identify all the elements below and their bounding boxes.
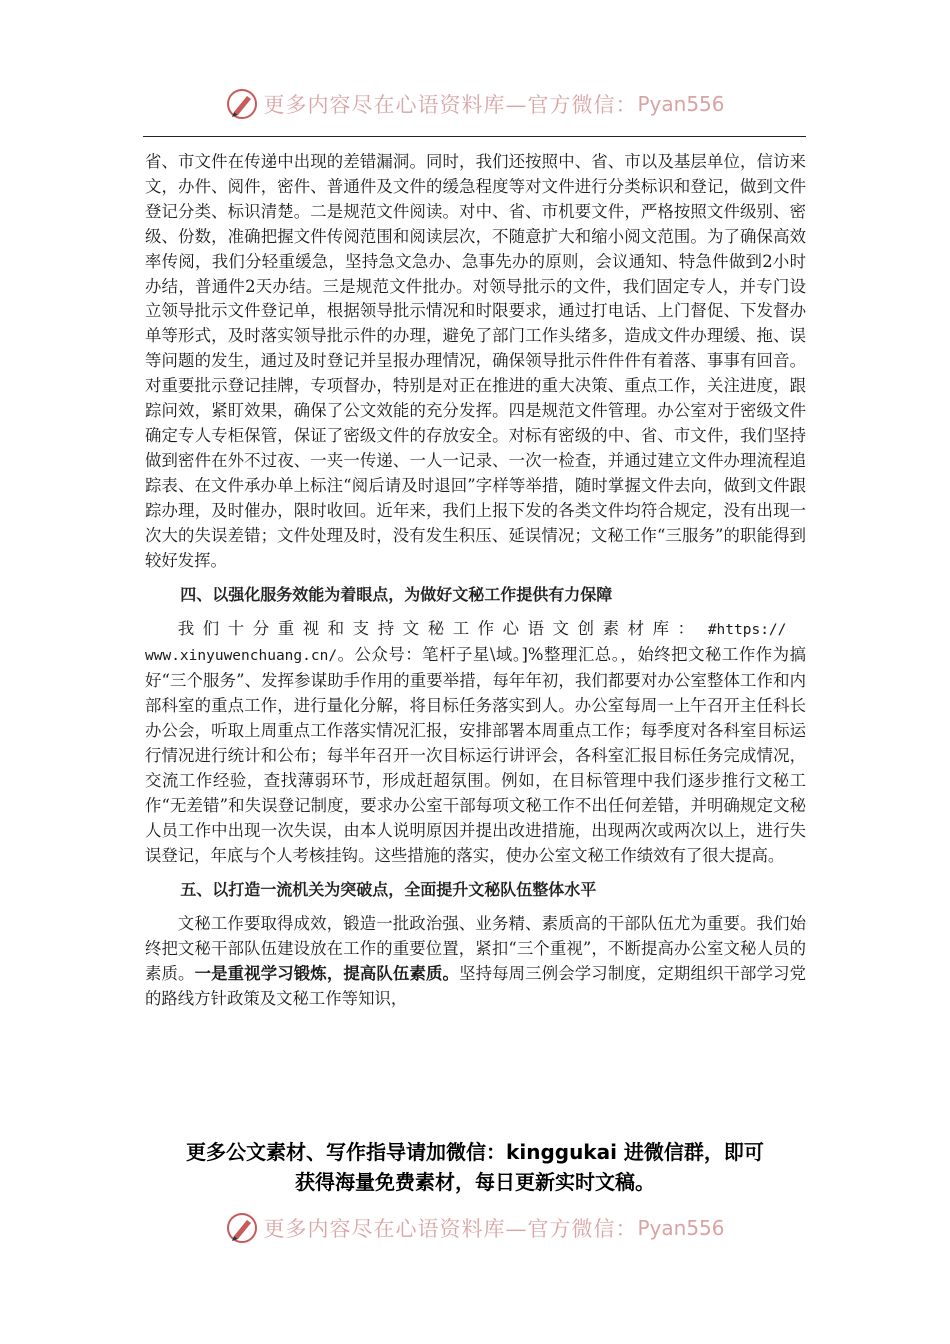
header-rule xyxy=(143,136,806,137)
paragraph-rest: 。公众号：笔杆子星\域。]%整理汇总。，始终把文秘工作作为搞好“三个服务”、发挥参谋助手作用的重要举措，每年年初，我们都要对办公室整体工作和内部科室的重点工作，进行量化分解，将目标任务落实到人。办公室每周一上午召开主任科长办公会，听取上周重点工作落实情况汇报，安排部署本周重点工作；每季度对各科室目标运行情况进行统计和公布；每半年召开一次目标运行讲评会，各科室汇报目标任务完成情况，交流工作经验，查找薄弱环节，形成赶超氛围。例如，在目标管理中我们逐步推行文秘工作“无差错”和失误登记制度，要求办公室干部每项文秘工作不出任何差错，并明确规定文秘人员工作中出现一次失误，由本人说明原因并提出改进措施，出现两次或两次以上，进行失误登记，年底与个人考核挂钩。这些措施的落实，使办公室文秘工作绩效有了很大提高。 xyxy=(145,645,806,865)
url-domain: www.xinyuwenchuang.cn/ xyxy=(145,648,338,665)
watermark-wechat-id: Pyan556 xyxy=(637,92,725,116)
pen-circle-icon xyxy=(225,87,259,121)
promo-line-1: 更多公文素材、写作指导请加微信：kinggukai 进微信群，即可 xyxy=(186,1140,764,1164)
paragraph-tail: 坚持每周三例会学习制度，定期组织干部学习党的路线方针政策及文秘工作等知识， xyxy=(145,964,807,1009)
section-heading-5: 五、以打造一流机关为突破点，全面提升文秘队伍整体水平 xyxy=(180,880,597,900)
promo-line-2: 获得海量免费素材，每日更新实时文稿。 xyxy=(295,1170,655,1194)
url-scheme: #https:// xyxy=(707,622,787,639)
paragraph-team-building xyxy=(145,912,806,1012)
paragraph-file-management: 省、市文件在传递中出现的差错漏洞。同时，我们还按照中、省、市以及基层单位，信访来文，办件、阅件，密件、普通件及文件的缓急程度等对文件进行分类标识和登记，做到文件登记分类、标识清楚。二是规范文件阅读。对中、省、市机要文件，严格按照文件级别、密级、份数，准确把握文件传阅范围和阅读层次，不随意扩大和缩小阅文范围。为了确保高效率传阅，我们分轻重缓急，坚持急文急办、急事先办的原则，会议通知、特急件做到2小时办结，普通件2天办结。三是规范文件批办。对领导批示的文件，我们固定专人，并专门设立领导批示文件登记单，根据领导批示情况和时限要求，通过打电话、上门督促、下发督办单等形式，及时落实领导批示件的办理，避免了部门工作头绪多，造成文件办理缓、拖、误等问题的发生，通过及时登记并呈报办理情况，确保领导批示件件件有着落、事事有回音。对重要批示登记挂牌，专项督办，特别是对正在推进的重大决策、重点工作，关注进度，跟踪问效，紧盯效果，确保了公文效能的充分发挥。四是规范文件管理。办公室对于密级文件确定专人专柜保管，保证了密级文件的存放安全。对标有密级的中、省、市文件，我们坚持做到密件在外不过夜、一夹一传递、一人一记录、一次一检查，并通过建立文件办理流程追踪表、在文件承办单上标注“阅后请及时退回”字样等举措，随时掌握文件去向，做到文件跟踪办理，及时催办，限时收回。近年来，我们上报下发的各类文件均符合规定，没有出现一次大的失误差错；文件处理及时，没有发生积压、延误情况；文秘工作“三服务”的职能得到较好发挥。 xyxy=(145,152,806,570)
header-watermark xyxy=(0,84,950,124)
paragraph-bold-point: 一是重视学习锻炼，提高队伍素质。 xyxy=(194,964,460,984)
paragraph-lead: 我们十分重视和支持文秘工作心语文创素材库： xyxy=(177,619,703,639)
watermark-text: 更多内容尽在心语资料库—官方微信： xyxy=(263,93,638,117)
section-heading-4: 四、以强化服务效能为着眼点，为做好文秘工作提供有力保障 xyxy=(180,585,613,605)
paragraph-service-efficiency xyxy=(145,617,806,868)
pen-circle-icon xyxy=(225,1211,259,1245)
footer-watermark xyxy=(0,1208,950,1248)
watermark-text: 更多内容尽在心语资料库—官方微信： xyxy=(263,1217,638,1241)
watermark-wechat-id: Pyan556 xyxy=(637,1216,725,1240)
document-body xyxy=(145,150,806,1012)
paragraph-intro: 文秘工作要取得成效，锻造一批政治强、业务精、素质高的干部队伍尤为重要。我们始终把文秘干部队伍建设放在工作的重要位置，紧扣“三个重视”，不断提高办公室文秘人员的素质。 xyxy=(145,914,806,984)
promo-banner xyxy=(140,1137,810,1197)
